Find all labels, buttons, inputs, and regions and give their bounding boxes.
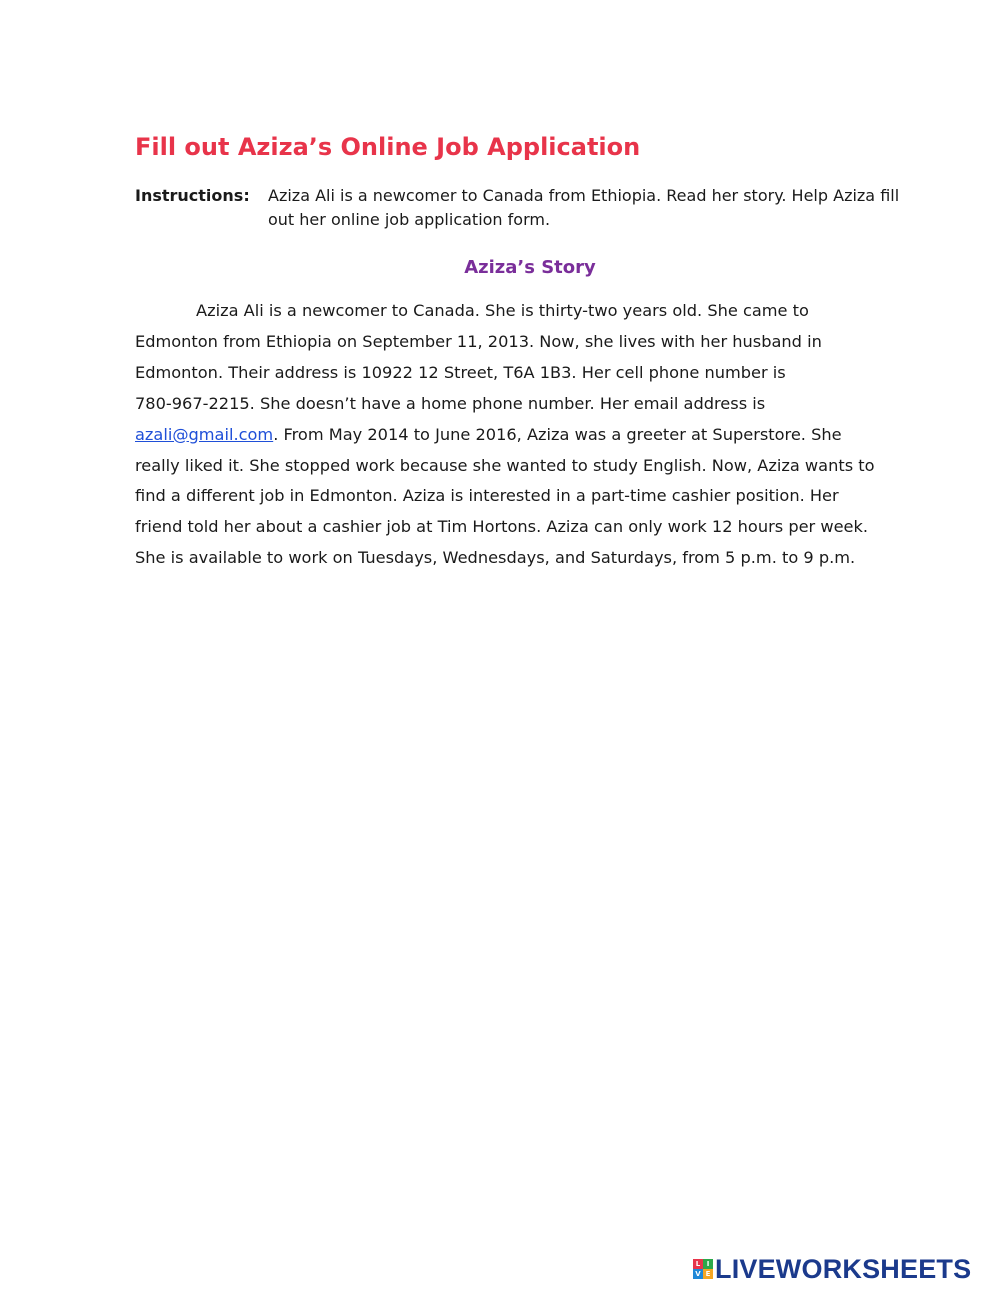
story-line: friend told her about a cashier job at Tim Hortons. Aziza can only work 12 hours per week. [135, 517, 869, 537]
instructions-text: Aziza Ali is a newcomer to Canada from Ethiopia. Read her story. Help Aziza fill out her online job application form. [268, 186, 900, 229]
story-paragraph [135, 296, 925, 574]
story-line: really liked it. She stopped work because she wanted to study English. Now, Aziza wants to [135, 455, 875, 475]
instructions-label: Instructions: [135, 186, 250, 205]
story-heading: Aziza’s Story [464, 257, 596, 278]
story-line: Edmonton. Their address is 10922 12 Street, T6A 1B3. Her cell phone number is [135, 362, 786, 382]
story-line: 780-967-2215. She doesn’t have a home phone number. Her email address is [135, 393, 766, 413]
liveworksheets-brand [693, 1255, 971, 1283]
story-line-email [135, 420, 925, 451]
email-link[interactable]: azali@gmail.com [135, 424, 274, 444]
story-line: Edmonton from Ethiopia on September 11, 2013. Now, she lives with her husband in [135, 331, 822, 351]
liveworksheets-logo-icon [693, 1259, 713, 1279]
logo-cell: V [693, 1269, 703, 1279]
story-line: She is available to work on Tuesdays, Wednesdays, and Saturdays, from 5 p.m. to 9 p.m. [135, 548, 856, 568]
page-title: Fill out Aziza’s Online Job Application [135, 133, 641, 161]
story-line: find a different job in Edmonton. Aziza is interested in a part-time cashier position. Her [135, 486, 839, 506]
logo-cell: E [703, 1269, 713, 1279]
logo-cell: I [703, 1259, 713, 1269]
logo-cell: L [693, 1259, 703, 1269]
story-line: Aziza Ali is a newcomer to Canada. She is thirty-two years old. She came to [196, 301, 809, 320]
story-line-text: . From May 2014 to June 2016, Aziza was a greeter at Superstore. She [273, 424, 842, 444]
brand-name: LIVEWORKSHEETS [715, 1253, 972, 1284]
